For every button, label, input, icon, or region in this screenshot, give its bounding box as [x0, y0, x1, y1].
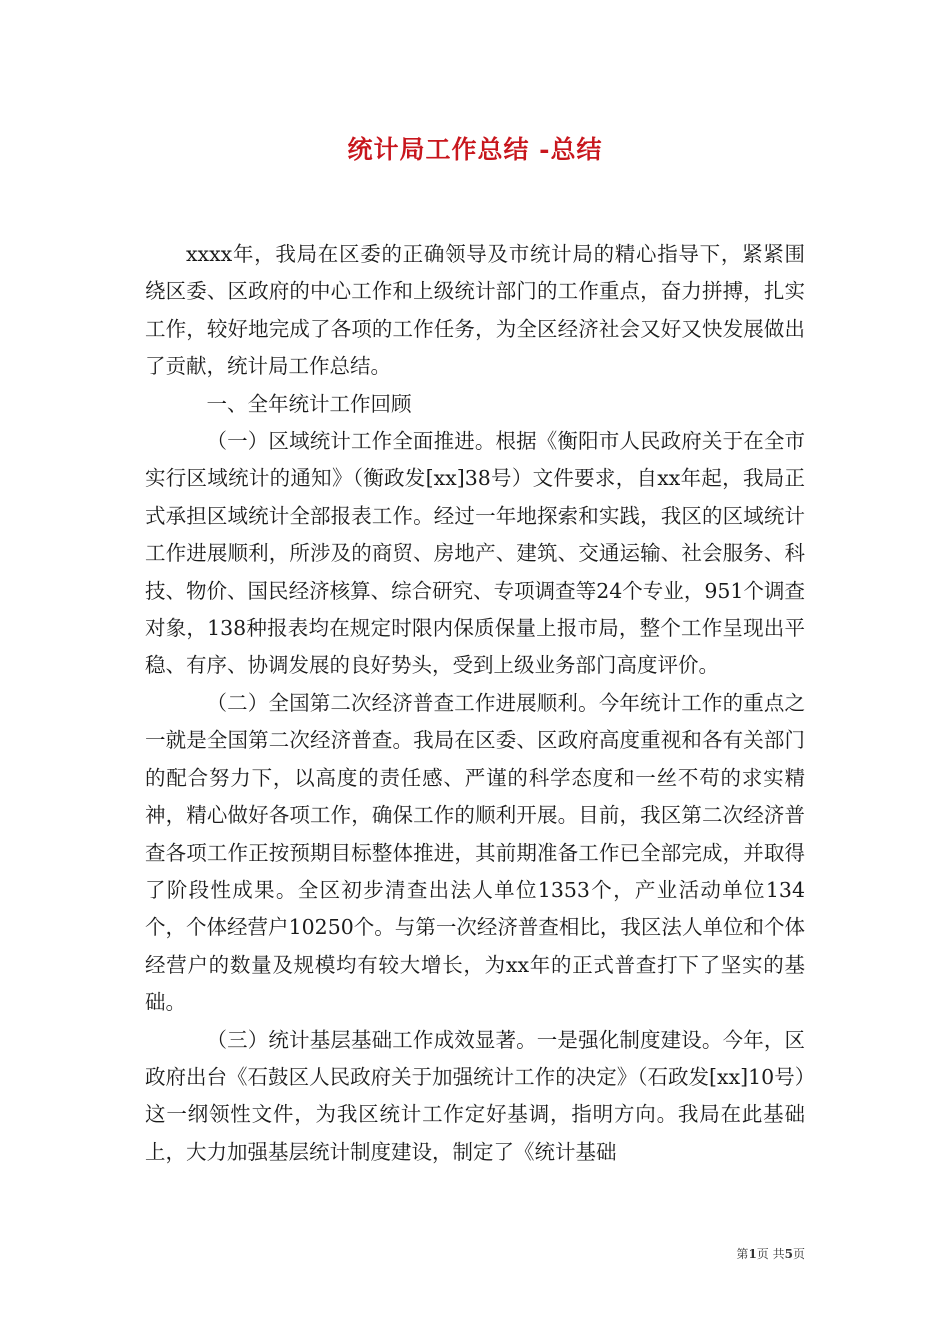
document-title: 统计局工作总结 -总结 [347, 135, 603, 164]
paragraph-economic-census: （二）全国第二次经济普查工作进展顺利。今年统计工作的重点之一就是全国第二次经济普查。我局在区委、区政府高度重视和各有关部门的配合努力下，以高度的责任感、严谨的科学态度和一丝不苟的求实精神，精心做好各项工作，确保工作的顺利开展。目前，我区第二次经济普查各项工作正按预期目标整体推进，其前期准备工作已全部完成，并取得了阶段性成果。全区初步清查出法人单位1353个，产业活动单位134个，个体经营户10250个。与第一次经济普查相比，我区法人单位和个体经营户的数量及规模均有较大增长，为xx年的正式普查打下了坚实的基础。 [145, 690, 805, 1015]
footer-suffix: 页 [792, 1247, 805, 1261]
footer-middle: 页 共 [756, 1247, 785, 1261]
intro-paragraph: xxxx年，我局在区委的正确领导及市统计局的精心指导下，紧紧围绕区委、区政府的中心工作和上级统计部门的工作重点，奋力拼搏，扎实工作，较好地完成了各项的工作任务，为全区经济社会又好又快发展做出了贡献，统计局工作总结。 [145, 242, 805, 379]
paragraph-grassroots-work: （三）统计基层基础工作成效显著。一是强化制度建设。今年，区政府出台《石鼓区人民政府关于加强统计工作的决定》（石政发[xx]10号）这一纲领性文件，为我区统计工作定好基调，指明方向。我局在此基础上，大力加强基层统计制度建设，制定了《统计基础 [145, 1027, 805, 1164]
total-page-number: 5 [784, 1247, 793, 1261]
section-heading: 一、全年统计工作回顾 [206, 391, 412, 416]
page-number-footer [736, 1246, 805, 1262]
paragraph-regional-statistics: （一）区域统计工作全面推进。根据《衡阳市人民政府关于在全市实行区域统计的通知》（衡政发[xx]38号）文件要求，自xx年起，我局正式承担区域统计全部报表工作。经过一年地探索和实践，我区的区域统计工作进展顺利，所涉及的商贸、房地产、建筑、交通运输、社会服务、科技、物价、国民经济核算、综合研究、专项调查等24个专业，951个调查对象，138种报表均在规定时限内保质保量上报市局，整个工作呈现出平稳、有序、协调发展的良好势头，受到上级业务部门高度评价。 [145, 429, 805, 678]
document-body [145, 236, 805, 1171]
footer-prefix: 第 [736, 1247, 749, 1261]
current-page-number: 1 [748, 1247, 757, 1261]
